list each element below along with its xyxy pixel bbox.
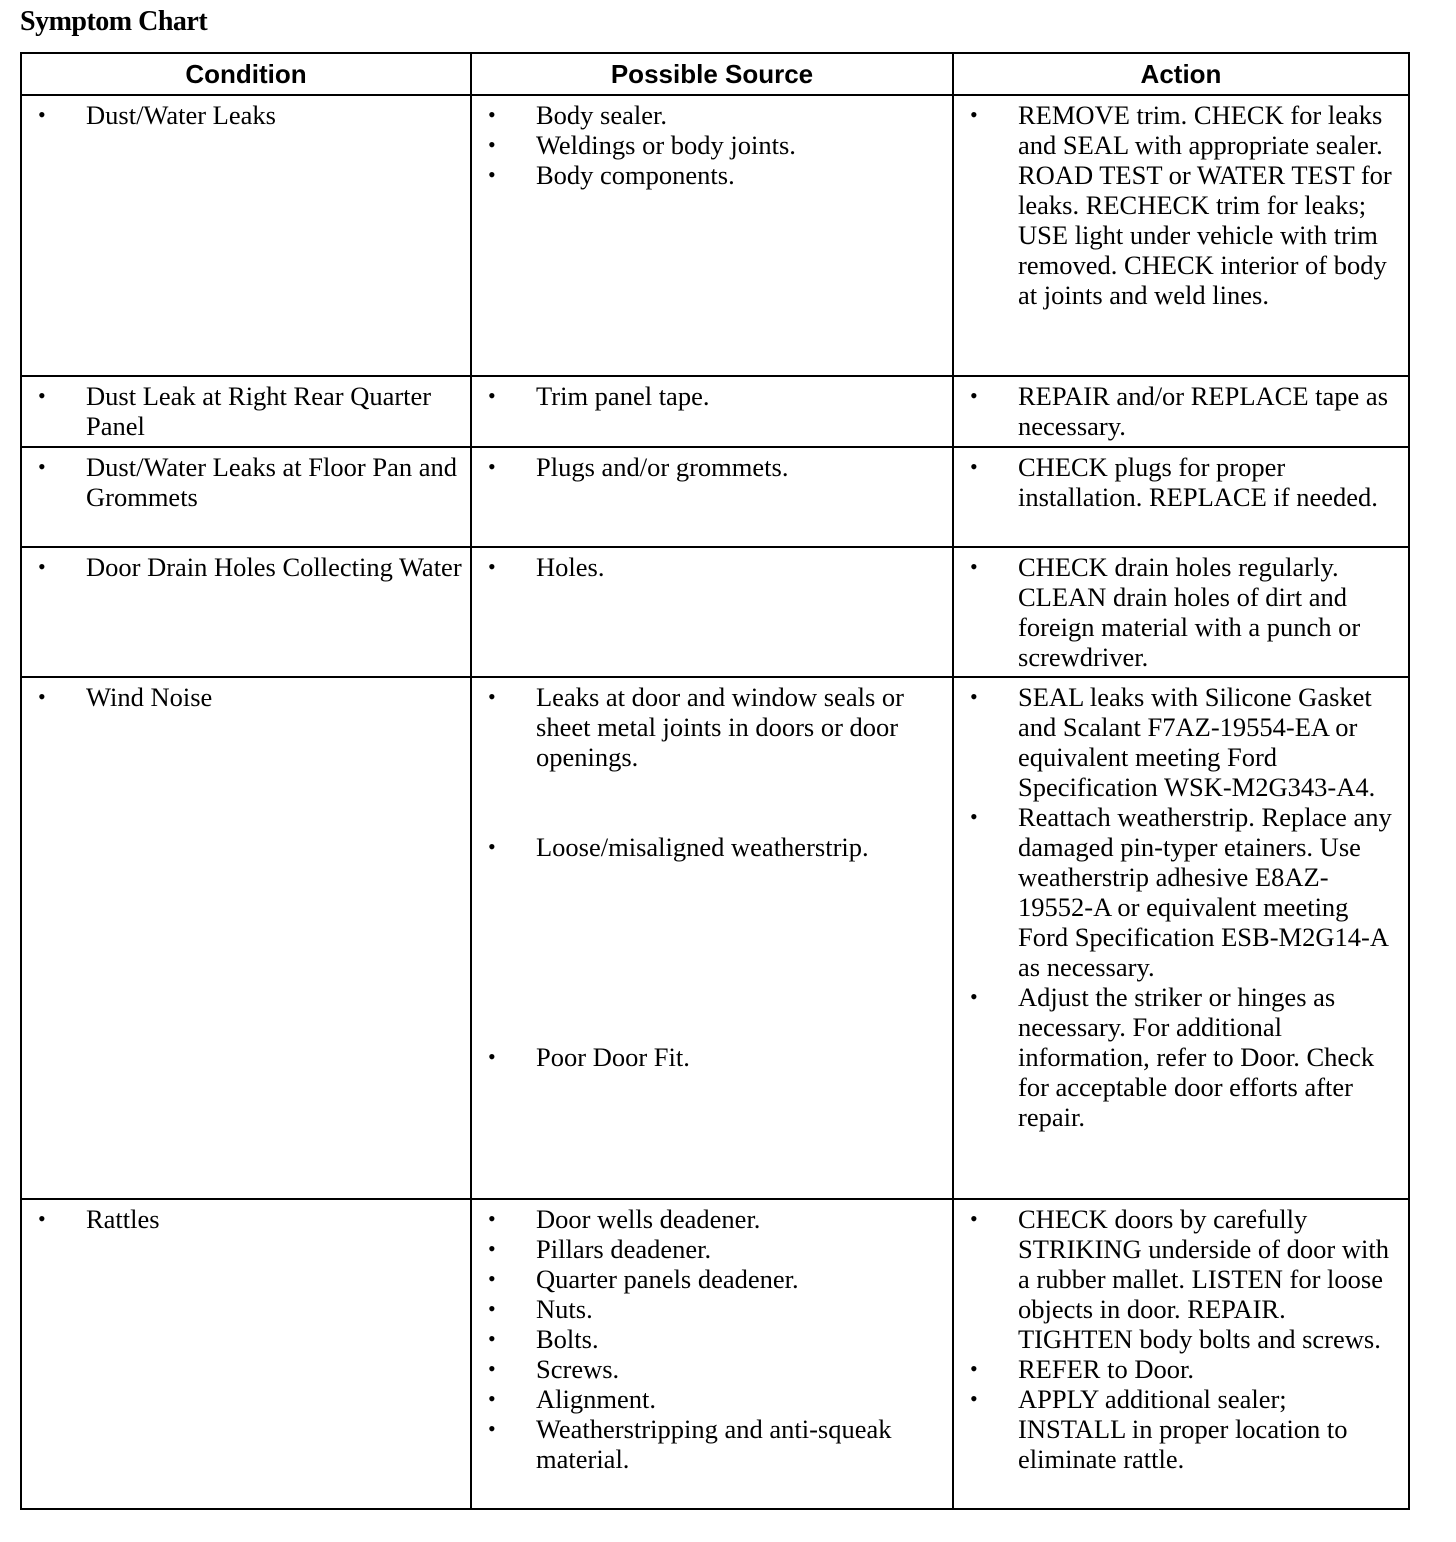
source-item: • Quarter panels deadener.	[484, 1264, 944, 1294]
condition-text: • Dust Leak at Right Rear Quarter Panel	[34, 381, 462, 441]
table-row	[21, 677, 1409, 1199]
condition-text: • Rattles	[34, 1204, 462, 1234]
action-item: • CHECK plugs for proper installation. REPLACE if needed.	[966, 452, 1400, 512]
action-item: • CHECK drain holes regularly. CLEAN drain holes of dirt and foreign material with a punch or screwdriver.	[966, 552, 1400, 672]
header-row	[21, 53, 1409, 95]
action-cell	[953, 95, 1409, 376]
source-cell	[471, 447, 953, 547]
action-item: • SEAL leaks with Silicone Gasket and Scalant F7AZ-19554-EA or equivalent meeting Ford Specification WSK-M2G343-A4.	[966, 682, 1400, 802]
page-title: Symptom Chart	[20, 6, 208, 37]
table-row	[21, 447, 1409, 547]
table-row	[21, 95, 1409, 376]
condition-cell	[21, 677, 471, 1199]
column-header-action: Action	[953, 53, 1409, 95]
source-item: • Body components.	[484, 160, 944, 190]
source-cell	[471, 677, 953, 1199]
column-header-condition: Condition	[21, 53, 471, 95]
condition-cell	[21, 547, 471, 677]
table-row	[21, 547, 1409, 677]
source-item: • Nuts.	[484, 1294, 944, 1324]
source-item: • Screws.	[484, 1354, 944, 1384]
action-item: • CHECK doors by carefully STRIKING underside of door with a rubber mallet. LISTEN for loose objects in door. REPAIR. TIGHTEN body bolts and screws.	[966, 1204, 1400, 1354]
table-row	[21, 1199, 1409, 1509]
condition-text: • Door Drain Holes Collecting Water	[34, 552, 462, 582]
source-item: • Door wells deadener.	[484, 1204, 944, 1234]
source-item: • Poor Door Fit.	[484, 1042, 944, 1072]
source-item: • Holes.	[484, 552, 944, 582]
table-row	[21, 376, 1409, 447]
source-cell	[471, 547, 953, 677]
condition-text: • Dust/Water Leaks	[34, 100, 462, 130]
source-item: • Weldings or body joints.	[484, 130, 944, 160]
source-cell	[471, 376, 953, 447]
source-item: • Plugs and/or grommets.	[484, 452, 944, 482]
source-item: • Weatherstripping and anti-squeak material.	[484, 1414, 944, 1474]
condition-cell	[21, 447, 471, 547]
condition-cell	[21, 95, 471, 376]
action-cell	[953, 677, 1409, 1199]
column-header-possible-source: Possible Source	[471, 53, 953, 95]
action-cell	[953, 447, 1409, 547]
action-item: • REMOVE trim. CHECK for leaks and SEAL with appropriate sealer. ROAD TEST or WATER TEST for leaks. RECHECK trim for leaks; USE light under vehicle with trim removed. CHECK interior of body at joints and weld lines.	[966, 100, 1400, 310]
symptom-table	[20, 52, 1410, 1510]
action-item: • REFER to Door.	[966, 1354, 1400, 1384]
condition-cell	[21, 1199, 471, 1509]
source-item: • Body sealer.	[484, 100, 944, 130]
action-item: • REPAIR and/or REPLACE tape as necessary.	[966, 381, 1400, 441]
condition-text: • Wind Noise	[34, 682, 462, 712]
source-cell	[471, 95, 953, 376]
action-item: • Adjust the striker or hinges as necessary. For additional information, refer to Door. Check for acceptable door efforts after repair.	[966, 982, 1400, 1132]
source-item: • Alignment.	[484, 1384, 944, 1414]
condition-cell	[21, 376, 471, 447]
source-item: • Loose/misaligned weatherstrip.	[484, 832, 944, 862]
source-item: • Bolts.	[484, 1324, 944, 1354]
action-item: • APPLY additional sealer; INSTALL in proper location to eliminate rattle.	[966, 1384, 1400, 1474]
action-cell	[953, 547, 1409, 677]
action-cell	[953, 376, 1409, 447]
source-item: • Pillars deadener.	[484, 1234, 944, 1264]
action-item: • Reattach weatherstrip. Replace any damaged pin-typer etainers. Use weatherstrip adhesive E8AZ-19552-A or equivalent meeting Ford Specification ESB-M2G14-A as necessary.	[966, 802, 1400, 982]
condition-text: • Dust/Water Leaks at Floor Pan and Grommets	[34, 452, 462, 512]
source-cell	[471, 1199, 953, 1509]
source-item: • Trim panel tape.	[484, 381, 944, 411]
source-item: • Leaks at door and window seals or sheet metal joints in doors or door openings.	[484, 682, 944, 772]
action-cell	[953, 1199, 1409, 1509]
